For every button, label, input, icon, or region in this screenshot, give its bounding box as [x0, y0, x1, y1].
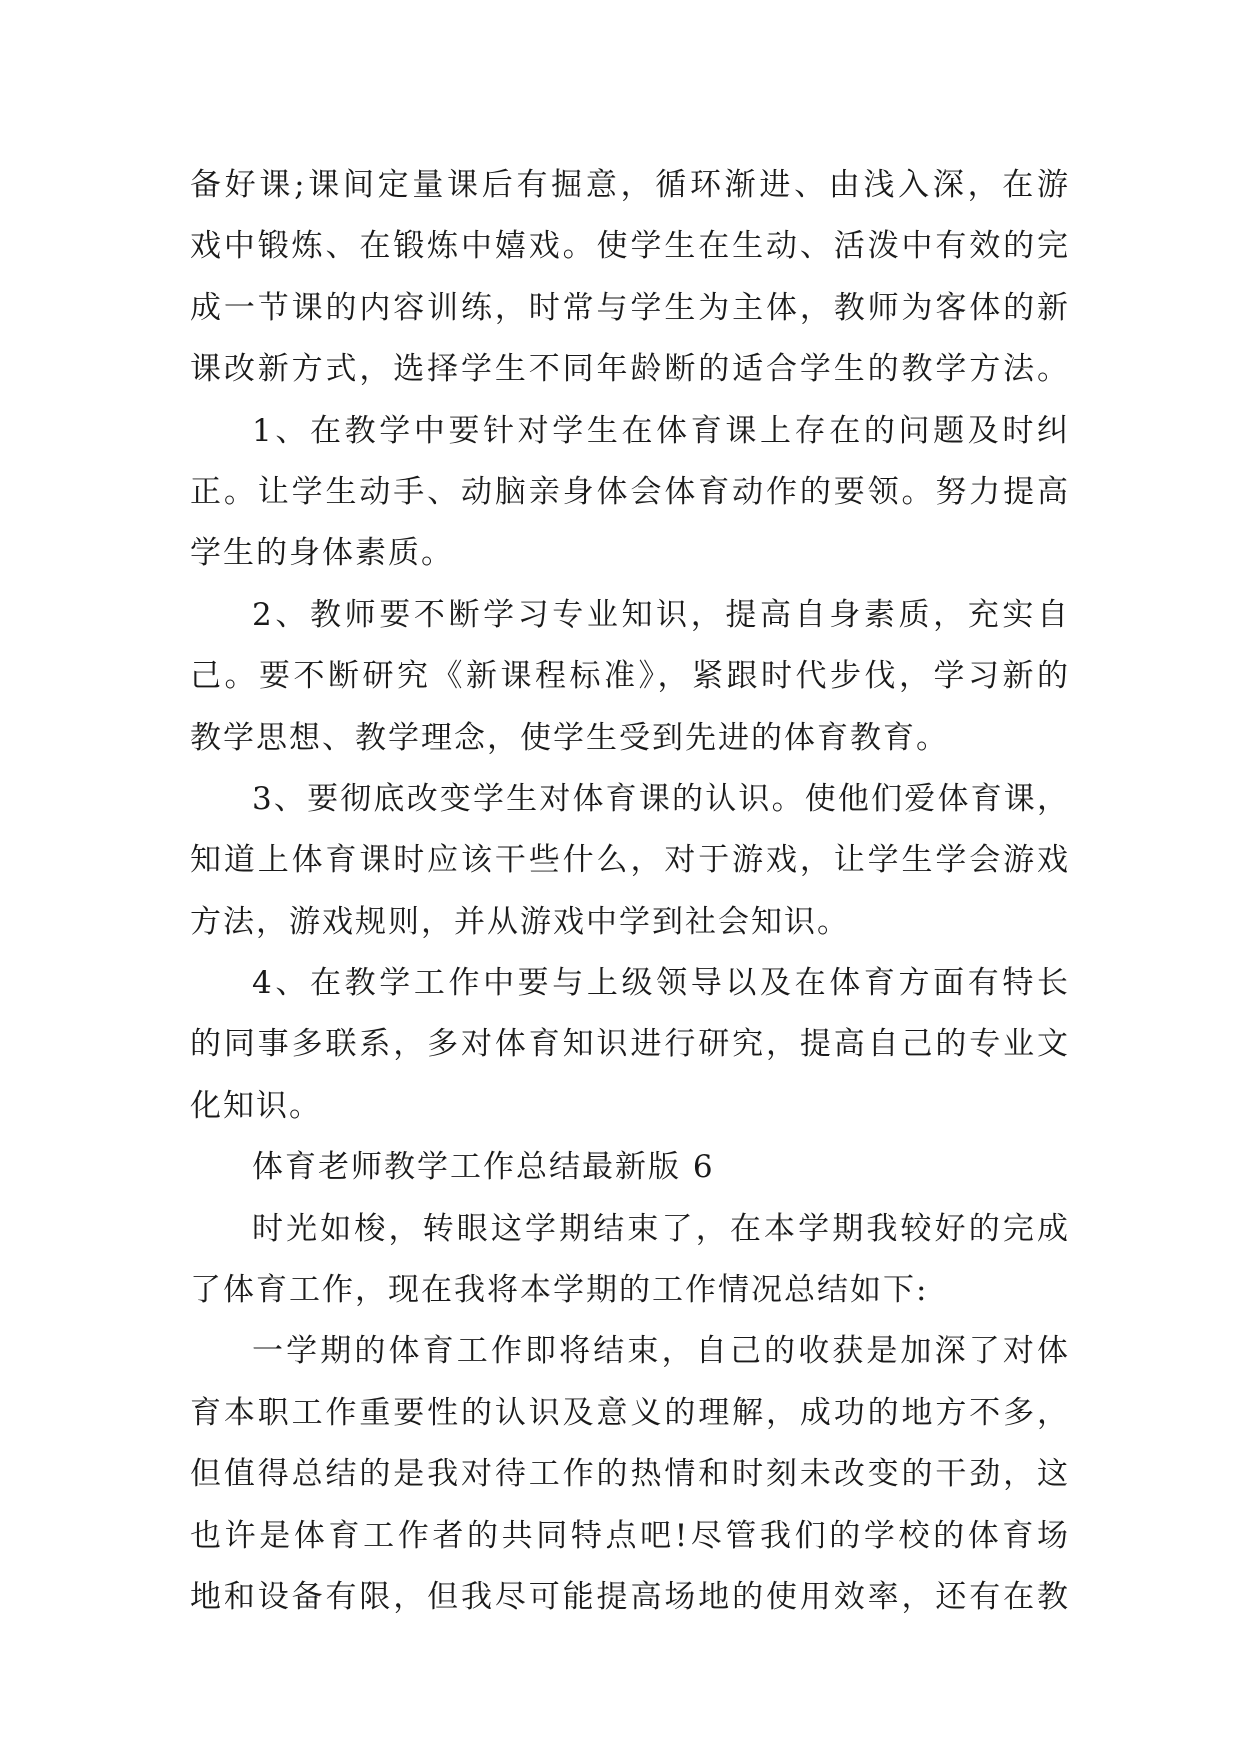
text-line: 教学思想、教学理念，使学生受到先进的体育教育。 [190, 719, 949, 756]
text-line: 育本职工作重要性的认识及意义的理解，成功的地方不多， [190, 1394, 1070, 1431]
paragraph-first-line: 一学期的体育工作即将结束，自己的收获是加深了对体 [252, 1333, 1070, 1370]
text-line: 学生的身体素质。 [190, 535, 454, 572]
text-line: 地和设备有限，但我尽可能提高场地的使用效率，还有在教 [190, 1578, 1070, 1615]
paragraph-first-line: 1、在教学中要针对学生在体育课上存在的问题及时纠 [252, 412, 1070, 449]
text-line: 课改新方式，选择学生不同年龄断的适合学生的教学方法。 [190, 351, 1070, 388]
text-line: 了体育工作，现在我将本学期的工作情况总结如下: [190, 1272, 929, 1309]
text-line: 方法，游戏规则，并从游戏中学到社会知识。 [190, 903, 850, 940]
text-line: 知道上体育课时应该干些什么，对于游戏，让学生学会游戏 [190, 842, 1070, 879]
text-line: 成一节课的内容训练，时常与学生为主体，教师为客体的新 [190, 289, 1070, 326]
text-line: 己。要不断研究《新课程标准》，紧跟时代步伐，学习新的 [190, 658, 1070, 695]
text-line: 的同事多联系，多对体育知识进行研究，提高自己的专业文 [190, 1026, 1070, 1063]
paragraph-first-line: 3、要彻底改变学生对体育课的认识。使他们爱体育课， [252, 780, 1070, 817]
paragraph-first-line: 4、在教学工作中要与上级领导以及在体育方面有特长 [252, 965, 1070, 1002]
paragraph-first-line: 体育老师教学工作总结最新版 6 [252, 1149, 715, 1186]
text-line: 戏中锻炼、在锻炼中嬉戏。使学生在生动、活泼中有效的完 [190, 228, 1070, 265]
document-body [190, 155, 1070, 1628]
paragraph-first-line: 时光如梭，转眼这学期结束了，在本学期我较好的完成 [252, 1210, 1070, 1247]
text-line: 化知识。 [190, 1087, 322, 1124]
text-line: 备好课;课间定量课后有掘意，循环渐进、由浅入深，在游 [190, 167, 1070, 203]
paragraph-first-line: 2、教师要不断学习专业知识，提高自身素质，充实自 [252, 596, 1070, 633]
text-line: 正。让学生动手、动脑亲身体会体育动作的要领。努力提高 [190, 473, 1070, 510]
text-line: 也许是体育工作者的共同特点吧!尽管我们的学校的体育场 [190, 1517, 1070, 1554]
text-line: 但值得总结的是我对待工作的热情和时刻未改变的干劲，这 [190, 1456, 1070, 1493]
